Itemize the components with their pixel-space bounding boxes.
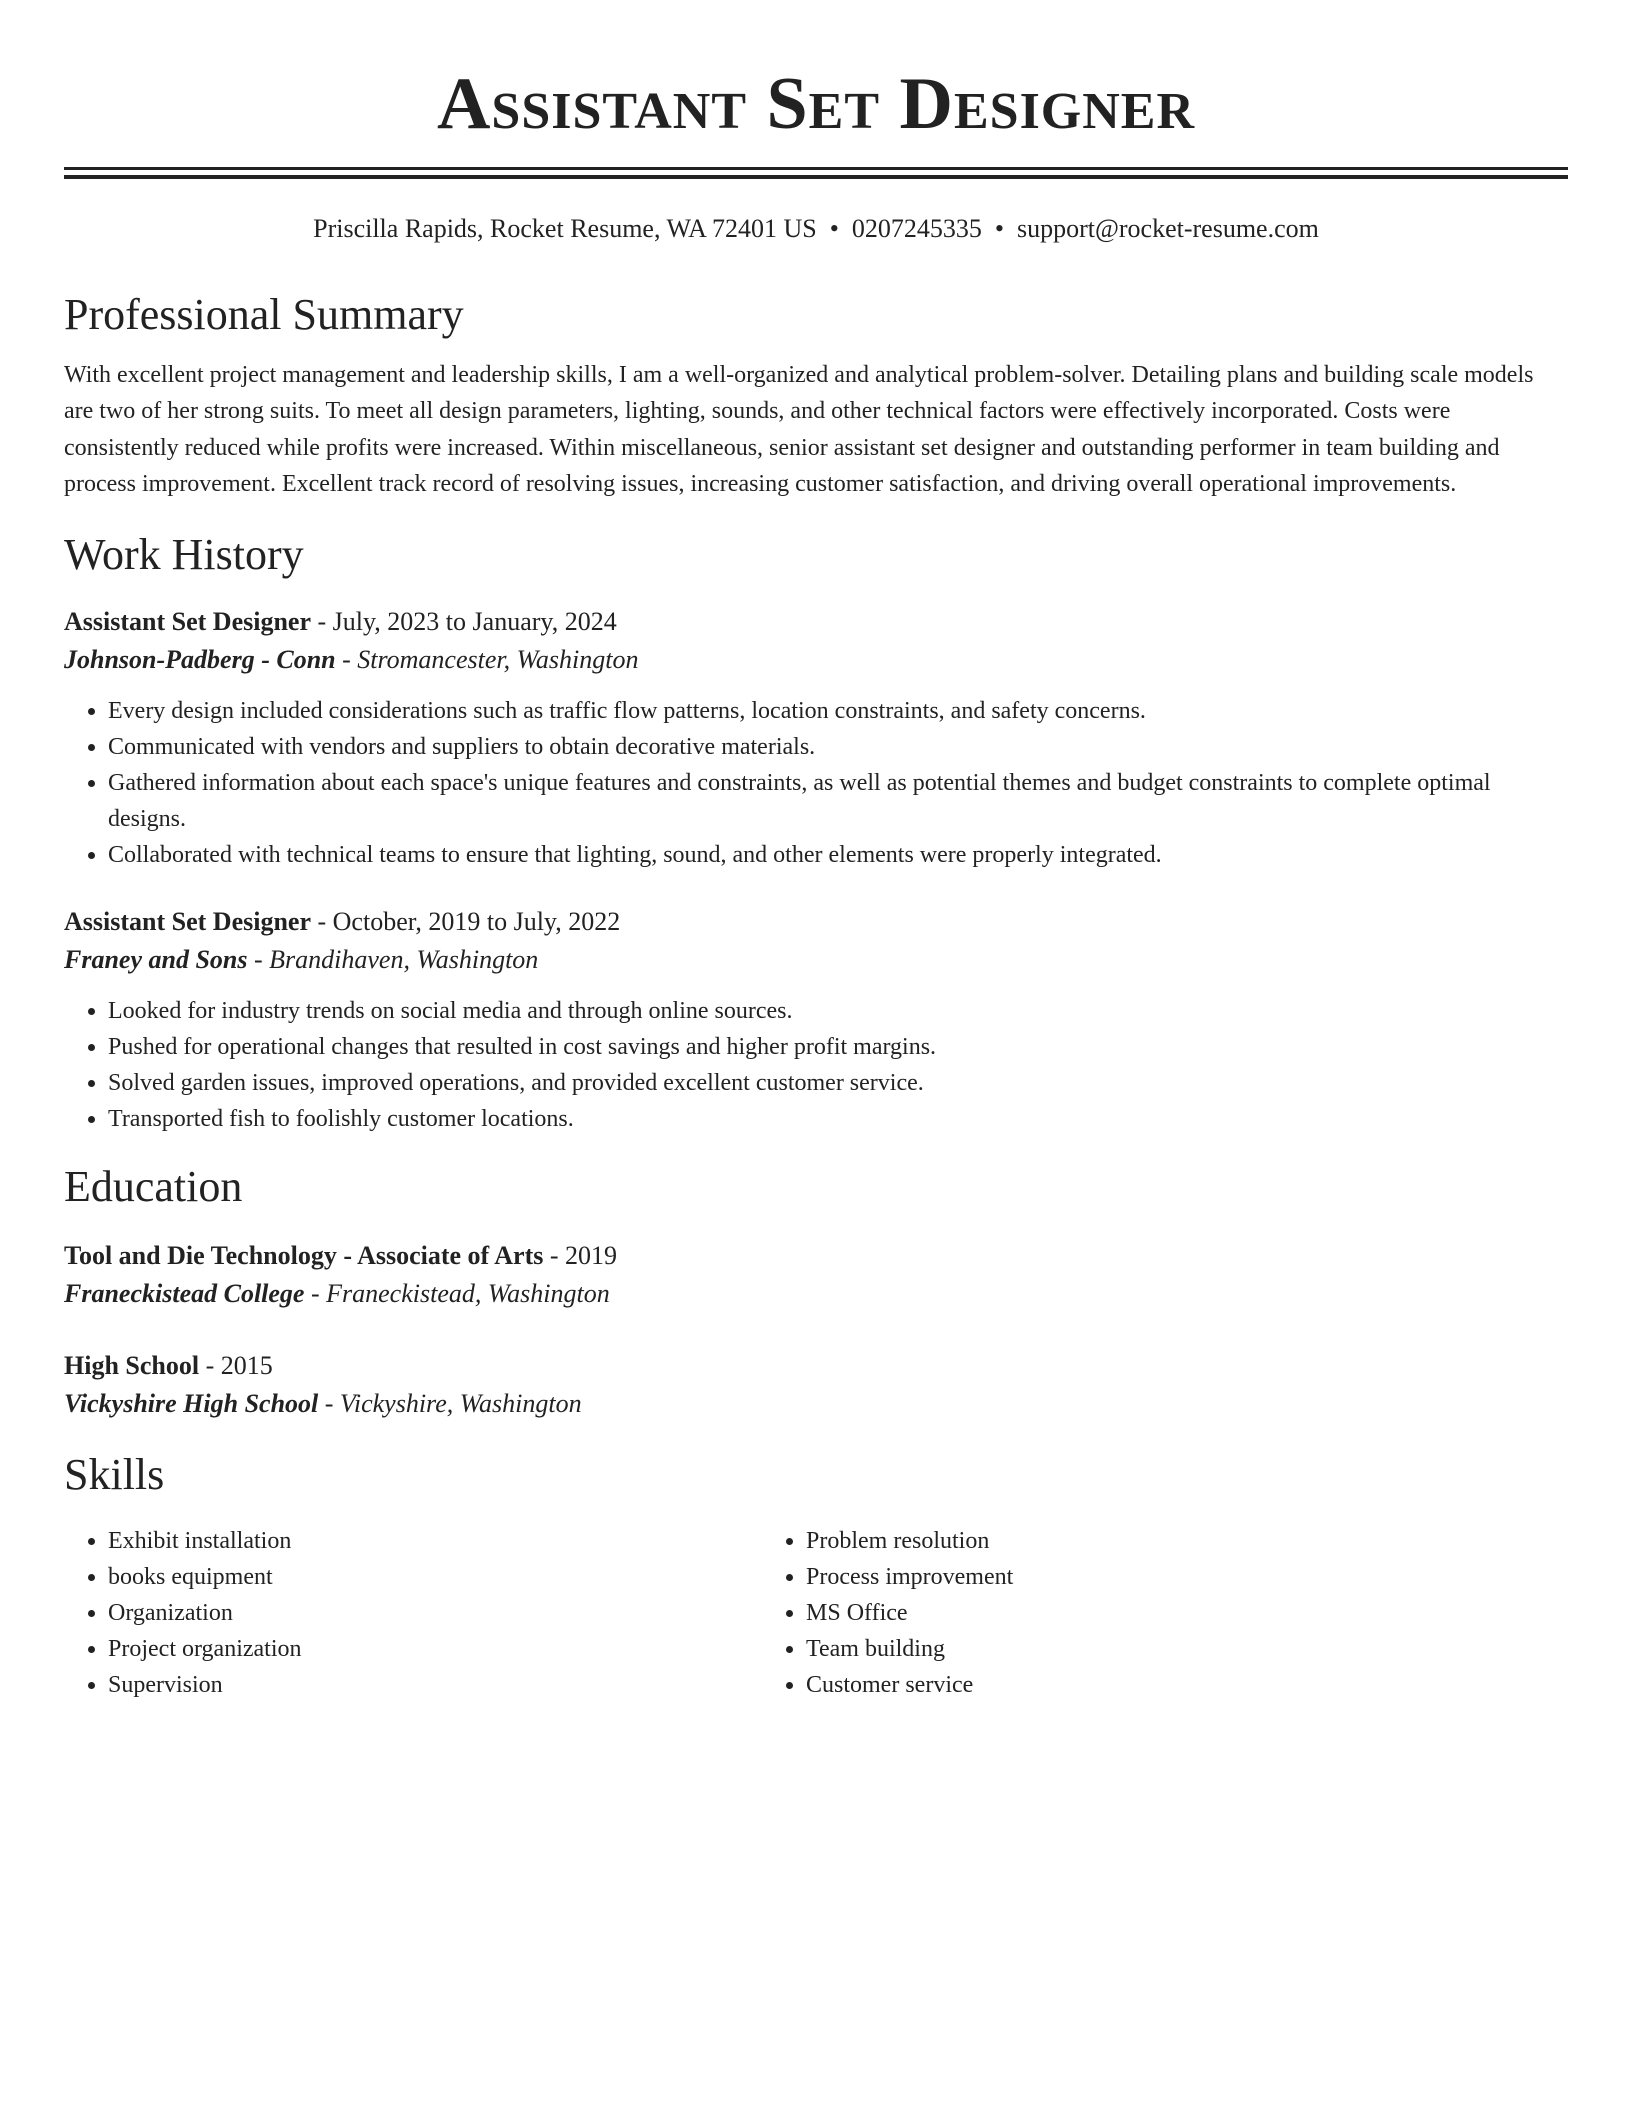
title-rule-bottom [64, 175, 1568, 179]
job-dates: - October, 2019 to July, 2022 [311, 906, 621, 936]
job-heading [64, 903, 1568, 941]
education-year: - 2019 [543, 1240, 618, 1270]
skill-item: • Project organization [108, 1631, 762, 1667]
list-item: • Gathered information about each space's unique features and constraints, as well as potential themes and budget constraints to complete optimal designs. [108, 765, 1568, 837]
skill-item: • Supervision [108, 1667, 762, 1703]
job-role: Assistant Set Designer [64, 606, 311, 636]
title-rule-top [64, 167, 1568, 170]
education-school: Vickyshire High School [64, 1388, 319, 1418]
work-entry [64, 903, 1568, 1137]
education-entry [64, 1237, 1568, 1313]
skill-item: • books equipment [108, 1559, 762, 1595]
education-year: - 2015 [199, 1350, 273, 1380]
skill-item: • Problem resolution [806, 1523, 1568, 1559]
contact-phone: 0207245335 [851, 214, 982, 243]
list-item: • Collaborated with technical teams to ensure that lighting, sound, and other elements were properly integrated. [108, 837, 1568, 873]
skill-item: • Customer service [806, 1667, 1568, 1703]
job-location: - Stromancester, Washington [335, 644, 639, 674]
job-company: Johnson-Padberg - Conn [64, 644, 336, 674]
job-duties [64, 993, 1568, 1137]
contact-separator: • [829, 214, 839, 243]
job-employer [64, 641, 1568, 679]
contact-address: Priscilla Rapids, Rocket Resume, WA 72401 US [313, 214, 817, 243]
skill-item: • Process improvement [806, 1559, 1568, 1595]
list-item: • Communicated with vendors and suppliers to obtain decorative materials. [108, 729, 1568, 765]
resume-title: Assistant Set Designer [436, 63, 1196, 145]
education-institution [64, 1385, 1568, 1423]
list-item: • Transported fish to foolishly customer locations. [108, 1101, 1568, 1137]
section-title-work-history: Work History [64, 529, 304, 579]
education-entry [64, 1347, 1568, 1423]
contact-line [64, 213, 1568, 245]
resume-page [64, 0, 1568, 1703]
skills-list [64, 1523, 1568, 1703]
job-dates: - July, 2023 to January, 2024 [311, 606, 617, 636]
education-school: Franeckistead College [64, 1278, 305, 1308]
job-role: Assistant Set Designer [64, 906, 311, 936]
education-heading [64, 1237, 1568, 1275]
skills-column-right [762, 1523, 1568, 1703]
section-title-summary: Professional Summary [64, 290, 464, 339]
job-company: Franey and Sons [64, 944, 248, 974]
summary-text: With excellent project management and leadership skills, I am a well-organized and analytical problem-solver. Detailing plans and building scale models are two of her strong suits. To meet all design parameters, lighting, sounds, and other technical factors were effectively incorporated. Costs were consistently reduced while profits were increased. Within miscellaneous, senior assistant set designer and outstanding performer in team building and process improvement. Excellent track record of resolving issues, increasing customer satisfaction, and driving overall operational improvements. [64, 362, 1534, 498]
section-title-education: Education [64, 1161, 243, 1211]
job-duties [64, 693, 1568, 873]
education-heading [64, 1347, 1568, 1385]
contact-email: support@rocket-resume.com [1016, 214, 1319, 243]
section-title-skills: Skills [64, 1449, 165, 1499]
skill-item: • Team building [806, 1631, 1568, 1667]
contact-separator: • [994, 214, 1004, 243]
education-location: - Vickyshire, Washington [318, 1388, 582, 1418]
education-location: - Franeckistead, Washington [304, 1278, 610, 1308]
list-item: • Pushed for operational changes that resulted in cost savings and higher profit margins. [108, 1029, 1568, 1065]
work-entry [64, 603, 1568, 873]
list-item: • Every design included considerations such as traffic flow patterns, location constraints, and safety concerns. [108, 693, 1568, 729]
list-item: • Looked for industry trends on social media and through online sources. [108, 993, 1568, 1029]
education-degree: Tool and Die Technology - Associate of Arts [64, 1240, 544, 1270]
skill-item: • MS Office [806, 1595, 1568, 1631]
skill-item: • Organization [108, 1595, 762, 1631]
job-heading [64, 603, 1568, 641]
education-institution [64, 1275, 1568, 1313]
skill-item: • Exhibit installation [108, 1523, 762, 1559]
job-location: - Brandihaven, Washington [247, 944, 539, 974]
job-employer [64, 941, 1568, 979]
list-item: • Solved garden issues, improved operations, and provided excellent customer service. [108, 1065, 1568, 1101]
education-degree: High School [64, 1350, 200, 1380]
skills-column-left [64, 1523, 762, 1703]
